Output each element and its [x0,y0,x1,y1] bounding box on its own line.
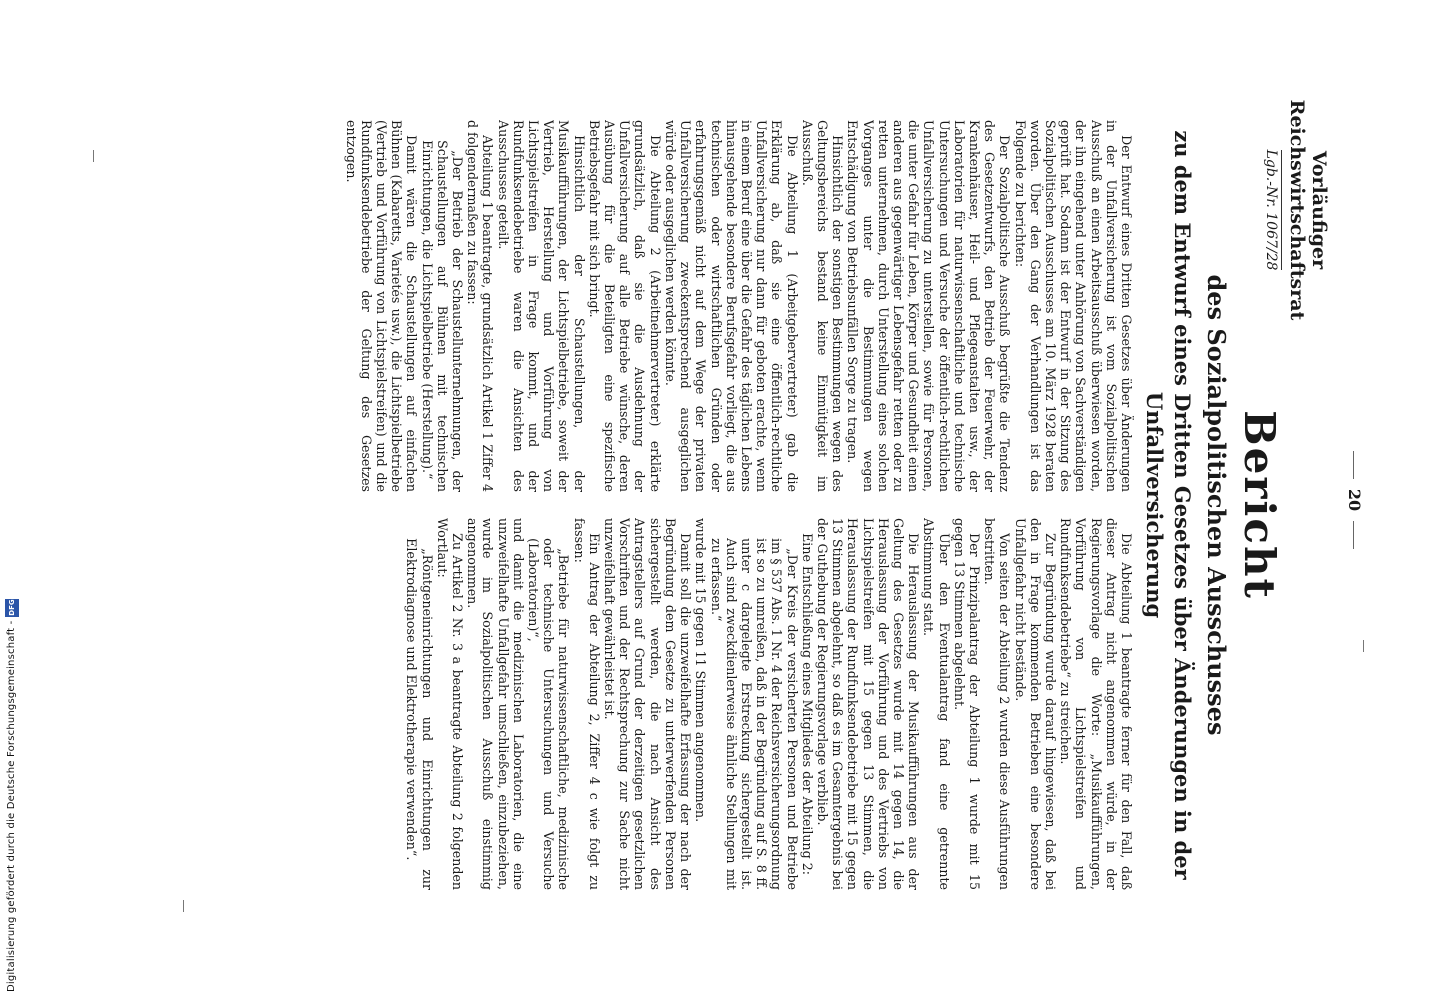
report-subject: zu dem Entwurf eines Dritten Gesetzes über Änderungen in der Unfallversicherung [1142,130,1195,880]
quoted-paragraph: „Röntgeneinrichtungen und Einrichtungen zur Elektrodiagnose und Elektrotherapie verwenden“. [404,538,435,890]
paragraph: Der Prinzipalantrag der Abteilung 1 wurde mit 15 gegen 13 Stimmen abgelehnt. [951,518,982,890]
title-block [1140,70,1284,940]
scan-mark [183,900,184,912]
digitization-footer [0,0,24,1000]
report-title: Bericht [1235,410,1284,600]
quoted-paragraph: „Der Kreis der versicherten Personen und Betriebe im § 537 Abs. 1 Nr. 4 der Reichsversicherungsordnung ist so zu umreißen, daß in der Begründung auf S. 8 ff. unter c dargelegte Erstreckung sichergestellt ist. Auch sind zweckdienlerweise ähnliche Stellungen mit zu erfassen.“ [708,538,800,890]
column-left [94,120,1134,492]
paragraph: Hinsichtlich der Schaustellungen, der Musikaufführungen, der Lichtspielbetriebe, soweit der Vertrieb, Herstellung und Vorführung von Lichtspielstreifen in Frage kommt, und der Rundfunksendebetriebe waren die Ansichten des Ausschusses geteilt. [495,120,587,492]
paragraph: Die Abteilung 2 (Arbeitnehmervertreter) erklärte grundsätzlich, daß sie die Ausdehnung der Unfallversicherung auf alle Betriebe wünsche, deren Ausübung für die Beteiligten eine spezifische Betriebsgefahr mit sich bringt. [586,120,663,492]
paragraph: und damit die medizinischen Laboratorien, die eine unzweifelhafte Unfallgefahr umschließen, einzubeziehen, wurde im Sozialpolitischen Ausschuß einstimmig angenommen. [465,518,526,890]
report-subtitle: des Sozialpolitischen Ausschusses [1202,274,1231,736]
paragraph: Zu Artikel 2 Nr. 3 a beantragte Abteilung 2 folgenden Wortlaut: [434,518,466,890]
paragraph: Der Sozialpolitische Ausschuß begrüßte die Tendenz des Gesetzentwurfs, den Betrieb der Feuerwehr, der Krankenhäuser, Heil- und Pflegeanstalten usw., der Laboratorien für naturwissenschaftliche und technische Untersuchungen und Versuche der öffentlich-rechtlichen Unfallversicherung zu unterstellen, sowie für Personen, die unter Gefahr für Leben, Körper und Gesundheit einen anderen aus gegenwärtiger Lebensgefahr retten oder zu retten unternehmen, durch Unterstellung eines solchen Vorganges unter die Bestimmungen wegen Entschädigung von Betriebsunfällen Sorge zu tragen. [845,120,1013,492]
scan-mark [93,150,94,162]
paragraph: Von seiten der Abteilung 2 wurden diese Ausführungen bestritten. [982,518,1013,890]
org-line-2: Reichswirtschaftsrat [1286,99,1308,321]
paragraph: Zur Begründung wurde darauf hingewiesen, daß bei den in Frage kommenden Betrieben eine besondere Unfallgefahr nicht bestände. [1012,518,1058,890]
quoted-paragraph: „Der Betrieb der Schaustellunternehmungen, der Schaustellungen auf Bühnen mit technischen Einrichtungen, die Lichtspielbetriebe (Herstellung).“ [419,140,466,492]
column-right [94,518,1134,890]
paragraph: wurde mit 15 gegen 11 Stimmen angenommen. [693,518,709,823]
footer-text: Digitalisierung gefördert durch die Deutsche Forschungsgemeinschaft - [6,620,17,992]
paragraph: Eine Entschließung eines Mitgliedes der Abteilung 2: [799,533,815,875]
scan-mark [1363,640,1364,652]
page-number: 20 [1345,0,1364,1000]
paragraph: Über den Eventualantrag fand eine getrennte Abstimmung statt. [921,518,952,890]
paragraph: Abteilung 1 beantragte, grundsätzlich Artikel 1 Ziffer 4 d folgendermaßen zu fassen: [465,120,496,492]
paragraph: Der Entwurf eines Dritten Gesetzes über Änderungen in der Unfallversicherung ist vom Sozialpolitischen Ausschuß an einen Arbeitsausschuß überwiesen worden, der ihn eingehend unter Anhörung von Sachverständigen geprüft hat. Sodann ist der Entwurf in der Sitzung des Sozialpolitischen Ausschusses am 10. März 1928 beraten worden. Über den Gang der Verhandlungen ist das Folgende zu berichten: [1012,120,1134,492]
paragraph: Die Herauslassung der Musikaufführungen aus der Geltung des Gesetzes wurde mit 14 gegen 14, die Herauslassung der Vorführung und des Vertriebs von Lichtspielstreifen mit 15 gegen 13 Stimmen, die Herauslassung der Rundfunksendebetriebe mit 15 gegen 13 Stimmen abgelehnt, so daß es im Gesamtergebnis bei der Guthebung der Regierungsvorlage verblieb. [814,518,922,890]
paragraph: Damit wären die Schaustellungen auf einfachen Bühnen (Kabaretts, Varietés usw.), die Lichtspielbetriebe (Vertrieb und Vorführung von Lichtspielstreifen) und die Rundfunksendebetriebe der Geltung des Gesetzes entzogen. [343,120,420,492]
text-columns [94,120,1134,890]
quoted-paragraph: „Betriebe für naturwissenschaftliche, medizinische oder technische Untersuchungen und Versuche (Laboratorien)“, [526,538,572,890]
paragraph: Hinsichtlich der sonstigen Bestimmungen wegen des Geltungsbereichs bestand keine Einmütigkeit im Ausschuß. [799,120,846,492]
paragraph: Die Abteilung 1 (Arbeitgebervertreter) gab die Erklärung ab, daß sie eine öffentlich-rechtliche Unfallversicherung nur dann für geboten erachte, wenn in einem Beruf eine über die Gefahr des täglichen Lebens hinausgehende besondere Berufsgefahr vorliegt, die aus technischen oder wirtschaftlichen Gründen oder erfahrungsgemäß nicht auf dem Wege der privaten Unfallversicherung zweckentsprechend ausgeglichen würde oder ausgeglichen werden könnte. [662,120,800,492]
org-line-1: Vorläufiger [1308,150,1330,270]
dfg-logo-icon: DFG [5,599,19,617]
document-number: Lgb.-Nr. 1067/28 [1263,150,1282,271]
paragraph: Damit soll die unzweifelhafte Erfassung der nach der Begründung dem Gesetze zu unterwerfenden Personen sichergestellt werden, die nach Ansicht des Antragstellers auf Grund der derzeitigen gesetzlichen Vorschriften und der Rechtsprechung zur Sache nicht unzweifelhaft gewährleistet ist. [602,518,694,890]
paragraph: Die Abteilung 1 beantragte ferner für den Fall, daß dieser Antrag nicht angenommen würde, in der Regierungsvorlage die Worte: „Musikaufführungen, Vorführung von Lichtspielstreifen und Rundfunksendebetriebe“ zu streichen. [1058,518,1134,890]
paragraph: Ein Antrag der Abteilung 2, Ziffer 4 c wie folgt zu fassen: [571,518,602,890]
